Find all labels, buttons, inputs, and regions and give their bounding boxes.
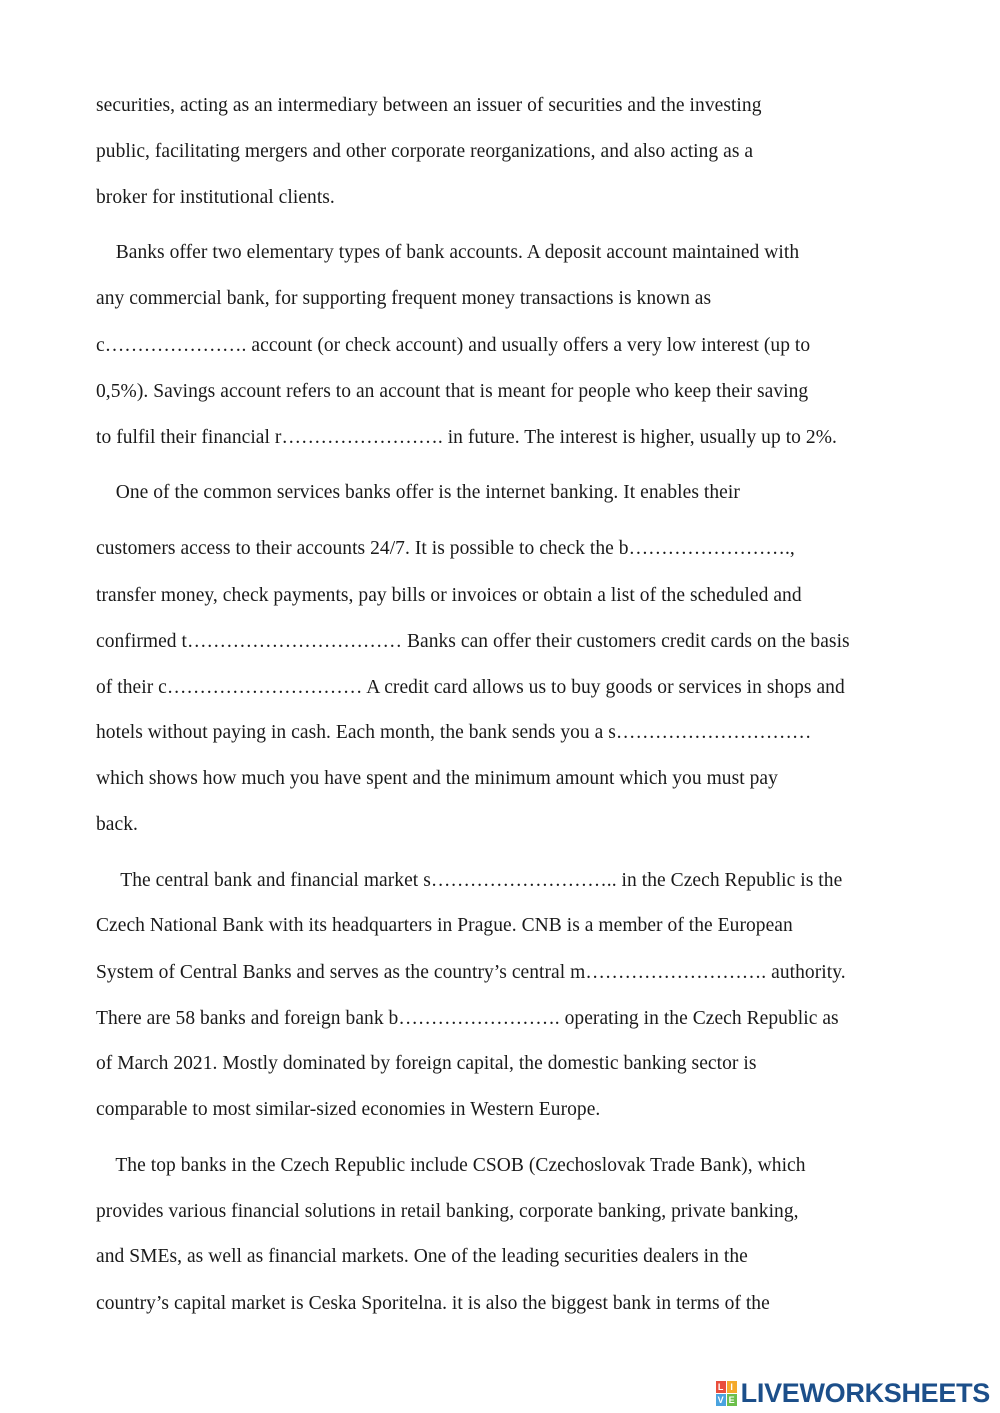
text-line: hotels without paying in cash. Each month, the bank sends you a s…………………………: [96, 722, 812, 743]
text-line: of March 2021. Mostly dominated by foreign capital, the domestic banking sector is: [96, 1053, 757, 1074]
text-line: Banks offer two elementary types of bank accounts. A deposit account maintained with: [96, 242, 800, 263]
text-line: System of Central Banks and serves as the country’s central m………………………. authority.: [96, 962, 846, 983]
text-line: 0,5%). Savings account refers to an account that is meant for people who keep their saving: [96, 381, 809, 402]
text-line: securities, acting as an intermediary between an issuer of securities and the investing: [96, 95, 762, 116]
text-line: to fulfil their financial r……………………. in future. The interest is higher, usually up to 2%.: [96, 427, 837, 448]
text-line: any commercial bank, for supporting frequent money transactions is known as: [96, 288, 712, 309]
text-line: There are 58 banks and foreign bank b……………………. operating in the Czech Republic as: [96, 1008, 839, 1029]
text-line: back.: [96, 814, 138, 835]
text-line: of their c………………………… A credit card allows us to buy goods or services in shops and: [96, 677, 845, 698]
text-line: which shows how much you have spent and the minimum amount which you must pay: [96, 768, 778, 789]
text-line: One of the common services banks offer is the internet banking. It enables their: [96, 482, 740, 503]
liveworksheets-mark-icon: [716, 1381, 737, 1406]
text-line: and SMEs, as well as financial markets. One of the leading securities dealers in the: [96, 1246, 748, 1267]
text-line: transfer money, check payments, pay bills or invoices or obtain a list of the scheduled and: [96, 585, 802, 606]
text-line: confirmed t…………………………… Banks can offer their customers credit cards on the basis: [96, 631, 850, 652]
mark-letter: I: [727, 1381, 737, 1393]
mark-letter: L: [716, 1381, 726, 1393]
text-line: Czech National Bank with its headquarters in Prague. CNB is a member of the European: [96, 915, 793, 936]
mark-letter: V: [717, 1394, 724, 1405]
text-line: The top banks in the Czech Republic include CSOB (Czechoslovak Trade Bank), which: [96, 1155, 806, 1176]
text-line: customers access to their accounts 24/7. It is possible to check the b…………………….,: [96, 538, 795, 559]
liveworksheets-logo: [716, 1376, 990, 1410]
text-line: The central bank and financial market s……………………….. in the Czech Republic is the: [96, 870, 843, 891]
text-line: comparable to most similar-sized economies in Western Europe.: [96, 1099, 601, 1120]
text-line: public, facilitating mergers and other corporate reorganizations, and also acting as a: [96, 141, 754, 162]
text-line: country’s capital market is Ceska Sporitelna. it is also the biggest bank in terms of the: [96, 1293, 770, 1314]
text-line: broker for institutional clients.: [96, 187, 335, 208]
liveworksheets-wordmark: LIVEWORKSHEETS: [740, 1377, 990, 1408]
text-line: c…………………. account (or check account) and usually offers a very low interest (up to: [96, 335, 811, 356]
mark-letter: E: [728, 1394, 735, 1405]
text-line: provides various financial solutions in retail banking, corporate banking, private banking,: [96, 1201, 799, 1222]
